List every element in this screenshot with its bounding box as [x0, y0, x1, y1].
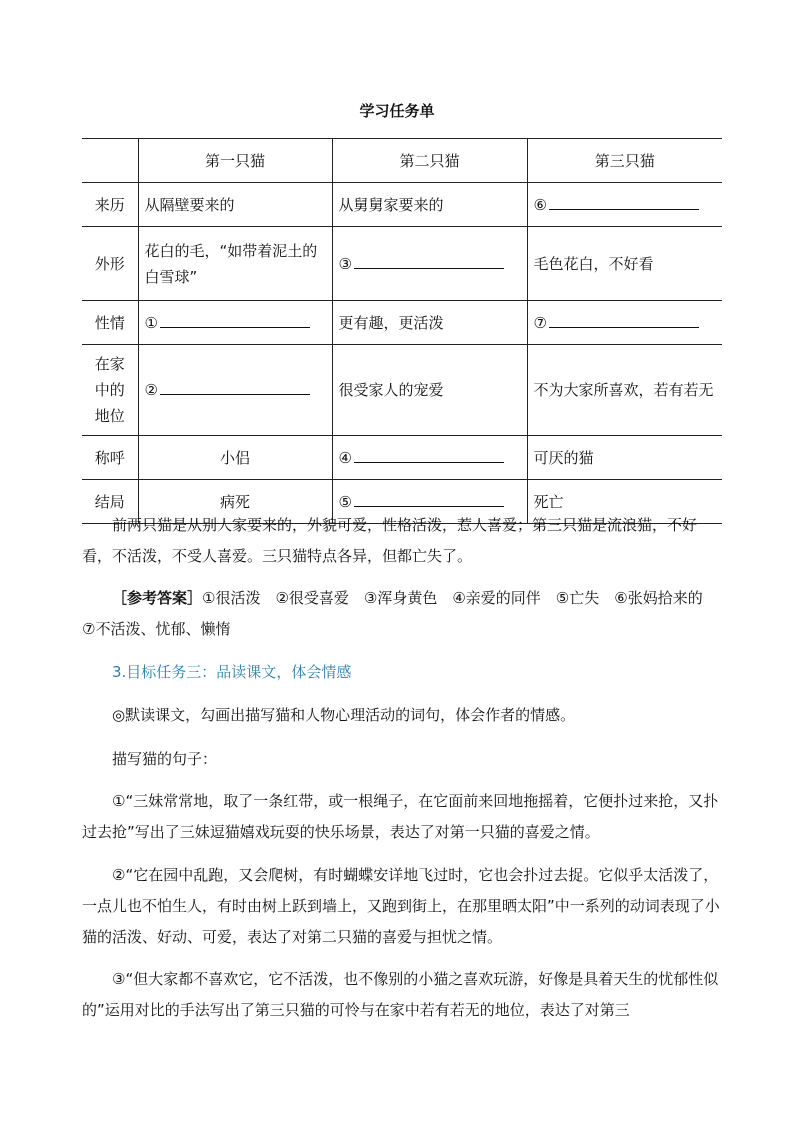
table-cell: [332, 436, 527, 480]
answer-blank: [354, 490, 504, 507]
table-cell: 从舅舅家要来的: [332, 183, 527, 227]
table-cell: 不为大家所喜欢，若有若无: [527, 345, 722, 436]
row-label: 结局: [82, 480, 138, 524]
blank-number: ②: [144, 381, 158, 399]
table-header-cell: [82, 139, 138, 183]
answer-blank: [549, 193, 699, 210]
reference-answer: [82, 583, 722, 645]
table-cell: 花白的毛，“如带着泥土的白雪球”: [138, 227, 332, 301]
row-label: 来历: [82, 183, 138, 227]
table-row: [82, 345, 722, 436]
row-label: 称呼: [82, 436, 138, 480]
page-title: 学习任务单: [359, 102, 435, 120]
summary-paragraph: 前两只猫是从别人家要来的，外貌可爱，性格活泼，惹人喜爱；第三只猫是流浪猫，不好看，不活泼，不受人喜爱。三只猫特点各异，但都亡失了。: [82, 516, 698, 565]
table-row: [82, 183, 722, 227]
row-label: 性情: [82, 301, 138, 345]
blank-number: ⑦: [533, 313, 547, 332]
row-label: 外形: [82, 227, 138, 301]
sentence-2: ②“它在园中乱跑，又会爬树，有时蝴蝶安详地飞过时，它也会扑过去捉。它似乎太活泼了，一点儿也不怕生人，有时由树上跃到墙上，又跑到街上，在那里晒太阳”中一系列的动词表现了小猫的活泼、好动、可爱，表达了对第二只猫的喜爱与担忧之情。: [82, 866, 720, 946]
answer-blank: [160, 378, 310, 395]
blank-number: ⑤: [338, 492, 352, 511]
table-header-row: [82, 139, 722, 183]
table-cell: 可厌的猫: [527, 436, 722, 480]
table-cell: 病死: [138, 480, 332, 524]
task-table: [82, 138, 722, 524]
blank-number: ④: [338, 448, 352, 467]
table-cell: 更有趣，更活泼: [332, 301, 527, 345]
table-cell: [332, 227, 527, 301]
blank-number: ③: [338, 254, 352, 273]
sentence-1: ①“三妹常常地，取了一条红带，或一根绳子，在它面前来回地拖摇着，它便扑过来抢，又扑过去抢”写出了三妹逗猫嬉戏玩耍的快乐场景，表达了对第一只猫的喜爱之情。: [82, 792, 719, 841]
instruction-text: ◎默读课文，勾画出描写猫和人物心理活动的词句，体会作者的情感。: [112, 706, 576, 724]
answer-label: ［参考答案］: [112, 589, 203, 607]
answer-blank: [354, 252, 504, 269]
table-cell: 毛色花白，不好看: [527, 227, 722, 301]
table-cell: 小侣: [138, 436, 332, 480]
sentences-label: 描写猫的句子：: [112, 750, 218, 768]
table-row: [82, 301, 722, 345]
table-row: [82, 436, 722, 480]
table-header-cell: 第二只猫: [332, 139, 527, 183]
table-cell: [527, 301, 722, 345]
table-row: [82, 227, 722, 301]
answer-blank: [160, 311, 310, 328]
answer-blank: [354, 446, 504, 463]
table-cell: [527, 183, 722, 227]
blank-number: ⑥: [533, 195, 547, 214]
table-cell: 很受家人的宠爱: [332, 345, 527, 436]
task3-heading: 3.目标任务三：品读课文，体会情感: [112, 663, 352, 681]
table-cell: 死亡: [527, 480, 722, 524]
table-cell: [138, 345, 332, 436]
sentence-3: ③“但大家都不喜欢它，它不活泼，也不像别的小猫之喜欢玩游，好像是具着天生的忧郁性似的”运用对比的手法写出了第三只猫的可怜与在家中若有若无的地位，表达了对第三: [82, 970, 719, 1019]
answer-text: ①很活泼 ②很受喜爱 ③浑身黄色 ④亲爱的同伴 ⑤亡失 ⑥张妈拾来的 ⑦不活泼、忧郁、懒惰: [82, 589, 718, 638]
table-header-cell: 第三只猫: [527, 139, 722, 183]
row-label: 在家中的地位: [82, 345, 138, 436]
table-cell: [138, 301, 332, 345]
blank-number: ①: [144, 313, 158, 332]
answer-blank: [549, 311, 699, 328]
table-header-cell: 第一只猫: [138, 139, 332, 183]
table-cell: 从隔壁要来的: [138, 183, 332, 227]
